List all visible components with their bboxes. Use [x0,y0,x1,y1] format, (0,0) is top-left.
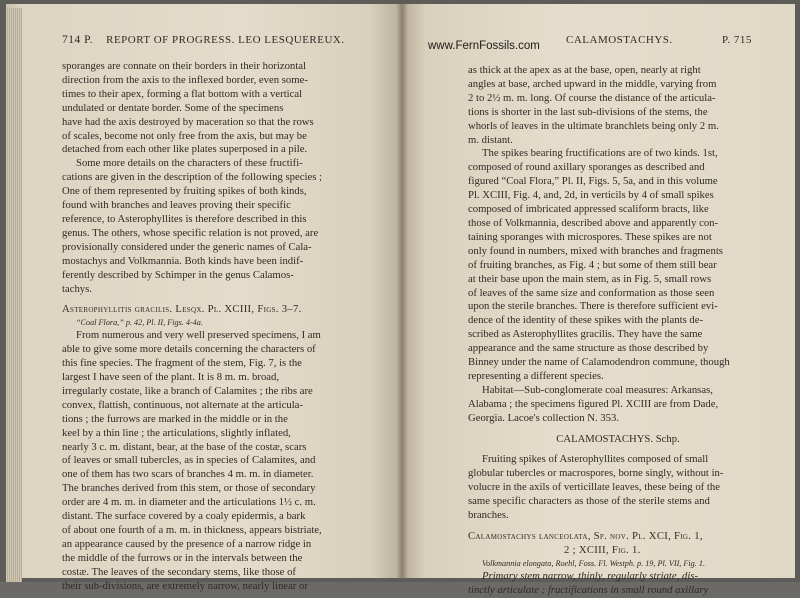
text-line: this fine species. The fragment of the stem, Fig. 7, is the [62,357,302,370]
synonym-reference: Volkmannia elongata, Roehl, Foss. Fl. Westph. p. 19, Pl. VII, Fig. 1. [482,558,706,568]
text-line: distant. The surface covered by a coaly epidermis, a bark [62,510,306,523]
text-line: Georgia. Lacoe's collection N. 353. [468,411,620,424]
text-line: found with branches and leaves proving their specific [62,199,291,212]
text-line: taining sporanges with microspores. These spikes are not [468,230,712,243]
species-heading: Asterophyllitis gracilis. Lesqx. Pl. XCIII, Figs. 3–7. [62,303,302,316]
text-line: their sub-divisions, are extremely narrow, nearly linear or [62,579,308,592]
page-edges [6,8,22,582]
text-line: reference, to Asterophyllites is therefore described in this [62,212,307,225]
text-line: dence of the identity of these spikes with the plants de- [468,314,704,327]
text-line: The branches derived from this stem, or those of secondary [62,482,316,495]
text-line: provisionally considered under the generic names of Cala- [62,240,312,253]
right-page [402,4,795,596]
text-line: have had the axis destroyed by maceration so that the rows [62,115,314,128]
text-line: same specific characters as those of the sterile stems and [468,495,710,508]
diagnosis-line: tinctly articulate ; fructifications in small round axillary [468,583,709,596]
text-line: sporanges are connate on their borders in their horizontal [62,60,306,72]
left-header [62,34,345,46]
text-line: of leaves or small tubercles, as in species of Calamites, and [62,454,316,467]
text-line: tachys. [62,282,92,295]
text-line: cations are given in the description of the following species ; [62,171,322,184]
text-line: at their base upon the main stem, as in Fig. 5, small rows [468,272,712,285]
text-line: of leaves of the same size and conformation as those seen [468,286,715,299]
text-line: figured “Coal Flora,” Pl. II, Figs. 5, 5a, and in this volume [468,175,718,188]
text-line: keel by a thin line ; the articulations, slightly inflated, [62,426,291,439]
text-line: largest I have seen of the plant. It is 8 m. m. broad, [62,371,280,384]
text-line: Alabama ; the specimens figured Pl. XCIII are from Dade, [468,397,719,410]
text-line: scribed as Asterophyllites gracilis. They have the same [468,328,703,341]
genus-heading: CALAMOSTACHYS. Schp. [556,432,680,445]
text-line: The spikes bearing fructifications are of two kinds. 1st, [482,147,718,160]
text-line: tions ; the furrows are marked in the middle or in the [62,412,288,425]
spacer [468,523,768,530]
text-line: irregularly costate, like a branch of Calamites ; the ribs are [62,384,313,397]
text-line: One of them represented by fruiting spikes of both kinds, [62,185,307,198]
species-heading: Calamostachys lanceolata, Sp. nov. Pl. XCI, Fig. 1, [468,530,703,542]
text-line: representing a different species. [468,369,604,382]
left-page [6,4,402,592]
text-line: order are 4 m. m. in diameter and the articulations 1½ c. m. [62,496,316,509]
text-line: of scales, become not only free from the axis, but may be [62,129,307,142]
text-line: able to give some more details concerning the characters of [62,343,316,356]
text-line: globular tubercles or macrospores, borne singly, without in- [468,467,724,480]
spacer [468,446,768,453]
right-page-number: P. 715 [722,34,752,46]
text-line: an appearance caused by the presence of a narrow ridge in [62,537,312,550]
text-line: of fruiting branches, as Fig. 4 ; but some of them still bear [468,258,717,271]
text-line: of about one fourth of a m. m. in thickness, appears bistriate, [62,524,322,536]
text-line: one of them has two scars of branches 4 m. m. in diameter. [62,468,314,481]
text-line: composed of round axillary sporanges as described and [468,161,705,174]
text-line: 2 to 2½ m. m. long. Of course the distance of the articula- [468,91,716,104]
text-line: Fruiting spikes of Asterophyllites composed of small [482,453,709,466]
synonym-reference: “Coal Flora,” p. 42, Pl. II, Figs. 4-4a. [76,318,203,328]
text-line: m. distant. [468,133,513,146]
spacer [62,296,362,303]
text-line: branches. [468,509,509,522]
spacer [468,426,768,433]
text-line: From numerous and very well preserved specimens, I am [76,329,321,342]
left-body [62,60,362,594]
text-line: angles at base, arched upward in the middle, varying from [468,77,717,90]
text-line: genus. The others, whose specific relation is not proved, are [62,226,319,239]
text-line: only found in numbers, mixed with branches and fragments [468,244,723,257]
text-line: mostachys and Volkmannia. Both kinds have been indif- [62,254,304,267]
text-line: volucre in the axils of verticillate leaves, these being of the [468,481,720,494]
text-line: Binney under the name of Calamodendron commune, though [468,356,730,369]
book-gutter [396,4,408,578]
right-running-title: CALAMOSTACHYS. [566,34,673,46]
text-line: tions is shorter in the last sub-divisions of the stems, the [468,105,708,118]
text-line: Pl. XCIII, Fig. 4, and, 2d, in verticils by 4 of small spikes [468,189,714,202]
text-line: as thick at the apex as at the base, open, nearly at right [468,64,701,76]
text-line: composed of imbricated appressed scaliform bracts, like [468,203,709,216]
text-line: direction from the axis to the inflexed border, even some- [62,73,308,86]
left-running-title: REPORT OF PROGRESS. LEO LESQUEREUX. [106,34,345,46]
text-line: Some more details on the characters of these fructifi- [76,157,303,170]
text-line: Habitat—Sub-conglomerate coal measures: Arkansas, [482,383,713,396]
text-line: detached from each other like plates superposed in a pile. [62,143,308,156]
watermark: www.FernFossils.com [428,40,540,52]
text-line: those of Volkmannia, described above and apparently con- [468,216,719,229]
text-line: nearly 3 c. m. distant, bear, at the base of the costæ, scars [62,440,307,453]
text-line: the middle of the furrows or in the intervals between the [62,551,303,564]
text-line: upon the sterile branches. There is therefore sufficient evi- [468,300,718,313]
text-line: undulated or dentate border. Some of the specimens [62,101,284,114]
text-line: appearance and the same structure as those described by [468,342,709,355]
text-line: ferently described by Schimper in the genus Calamos- [62,268,294,281]
left-page-number: 714 P. [62,34,94,46]
right-body [468,64,768,598]
text-line: whorls of leaves in the ultimate branchlets being only 2 m. [468,119,719,132]
diagnosis-line: Primary stem narrow, thinly, regularly striate, dis- [482,569,699,582]
text-line: convex, flattish, continuous, not alternate at the articula- [62,398,303,411]
text-line: costæ. The leaves of the secondary stems, like those of [62,565,296,578]
text-line: times to their apex, forming a flat bottom with a vertical [62,87,303,100]
species-heading-cont: 2 ; XCIII, Fig. 1. [564,543,641,556]
